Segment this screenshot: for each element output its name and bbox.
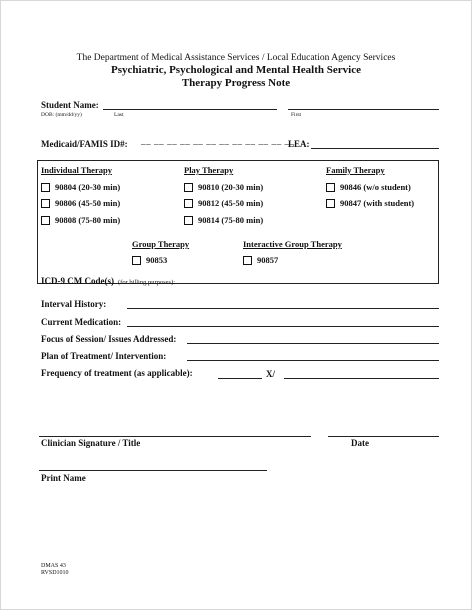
option-90812[interactable]: 90812 (45-50 min) bbox=[184, 198, 263, 208]
individual-therapy-heading: Individual Therapy bbox=[41, 165, 112, 175]
dob-hint: DOB: (mm/dd/yy) bbox=[41, 112, 82, 118]
date-label: Date bbox=[351, 438, 369, 448]
option-90806[interactable]: 90806 (45-50 min) bbox=[41, 198, 120, 208]
icd-code-label: ICD-9 CM Code(s) bbox=[41, 276, 114, 286]
first-name-hint: First bbox=[291, 112, 302, 118]
frequency-times-field[interactable] bbox=[218, 378, 262, 379]
checkbox-90804[interactable] bbox=[41, 183, 50, 192]
option-90853[interactable]: 90853 bbox=[132, 255, 167, 265]
frequency-period-field[interactable] bbox=[284, 378, 439, 379]
form-revision: RVSD1010 bbox=[41, 570, 69, 576]
interval-history-label: Interval History: bbox=[41, 299, 107, 309]
focus-of-session-label: Focus of Session/ Issues Addressed: bbox=[41, 334, 177, 344]
interactive-group-therapy-heading: Interactive Group Therapy bbox=[243, 239, 342, 249]
medicaid-id-label: Medicaid/FAMIS ID#: bbox=[41, 139, 128, 149]
checkbox-90806[interactable] bbox=[41, 199, 50, 208]
frequency-separator: X/ bbox=[266, 369, 275, 379]
lea-field[interactable] bbox=[311, 148, 439, 149]
icd-code-row bbox=[41, 271, 175, 289]
checkbox-90810[interactable] bbox=[184, 183, 193, 192]
group-therapy-heading: Group Therapy bbox=[132, 239, 190, 249]
print-name-label: Print Name bbox=[41, 473, 86, 483]
clinician-signature-label: Clinician Signature / Title bbox=[41, 438, 141, 448]
current-medication-label: Current Medication: bbox=[41, 317, 122, 327]
checkbox-90847[interactable] bbox=[326, 199, 335, 208]
checkbox-90808[interactable] bbox=[41, 216, 50, 225]
student-name-label: Student Name: bbox=[41, 100, 99, 110]
option-90814[interactable]: 90814 (75-80 min) bbox=[184, 215, 263, 225]
student-first-name-field[interactable] bbox=[288, 109, 439, 110]
icd-code-hint: (for billing purposes): bbox=[118, 279, 176, 286]
agency-header: The Department of Medical Assistance Services / Local Education Agency Services bbox=[76, 53, 396, 63]
form-title: Psychiatric, Psychological and Mental Health Service bbox=[111, 64, 361, 76]
date-field[interactable] bbox=[328, 436, 439, 437]
plan-of-treatment-label: Plan of Treatment/ Intervention: bbox=[41, 351, 167, 361]
option-90810[interactable]: 90810 (20-30 min) bbox=[184, 182, 263, 192]
checkbox-90814[interactable] bbox=[184, 216, 193, 225]
clinician-signature-field[interactable] bbox=[39, 436, 311, 437]
focus-of-session-field[interactable] bbox=[187, 343, 439, 344]
interval-history-field[interactable] bbox=[127, 308, 439, 309]
lea-label: LEA: bbox=[288, 139, 310, 149]
form-id: DMAS 43 bbox=[41, 563, 66, 569]
option-90857[interactable]: 90857 bbox=[243, 255, 278, 265]
frequency-label: Frequency of treatment (as applicable): bbox=[41, 368, 193, 378]
form-subtitle: Therapy Progress Note bbox=[181, 77, 291, 89]
play-therapy-heading: Play Therapy bbox=[184, 165, 234, 175]
family-therapy-heading: Family Therapy bbox=[326, 165, 385, 175]
last-name-hint: Last bbox=[114, 112, 124, 118]
checkbox-90812[interactable] bbox=[184, 199, 193, 208]
checkbox-90857[interactable] bbox=[243, 256, 252, 265]
print-name-field[interactable] bbox=[39, 470, 267, 471]
medicaid-id-field[interactable]: __ __ __ __ __ __ __ __ __ __ __ __ bbox=[141, 136, 295, 146]
checkbox-90846[interactable] bbox=[326, 183, 335, 192]
checkbox-90853[interactable] bbox=[132, 256, 141, 265]
student-last-name-field[interactable] bbox=[103, 109, 277, 110]
option-90846[interactable]: 90846 (w/o student) bbox=[326, 182, 411, 192]
option-90804[interactable]: 90804 (20-30 min) bbox=[41, 182, 120, 192]
current-medication-field[interactable] bbox=[127, 326, 439, 327]
option-90847[interactable]: 90847 (with student) bbox=[326, 198, 414, 208]
option-90808[interactable]: 90808 (75-80 min) bbox=[41, 215, 120, 225]
plan-of-treatment-field[interactable] bbox=[187, 360, 439, 361]
